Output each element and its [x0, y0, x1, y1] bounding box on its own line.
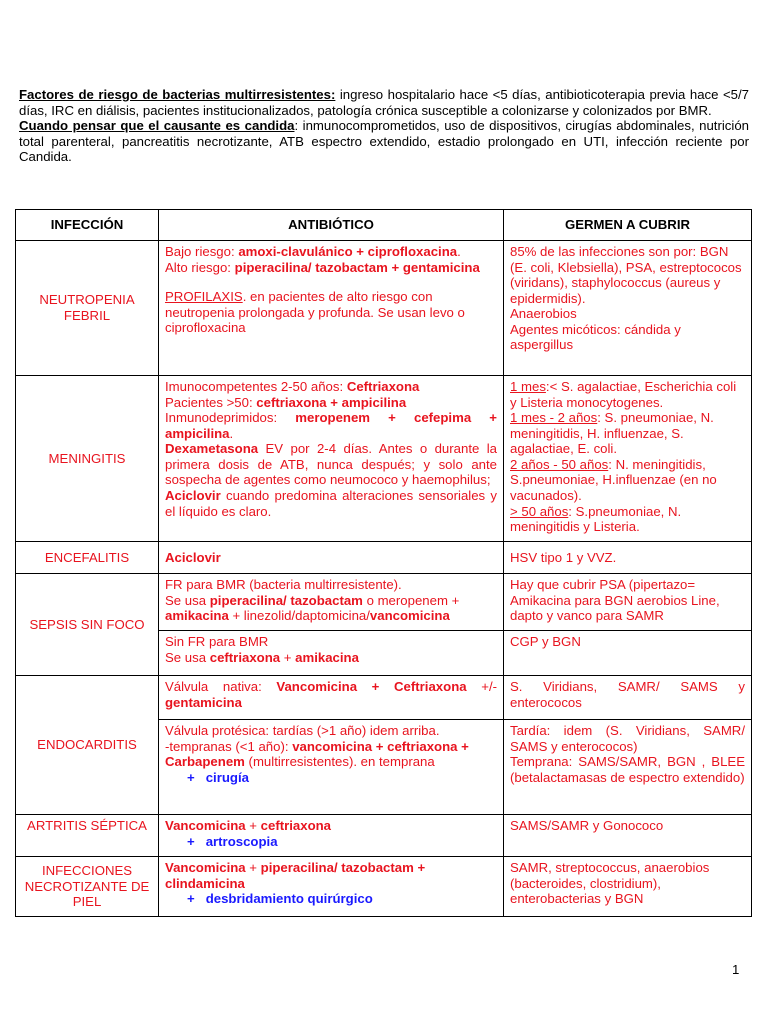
text: Tardía: idem (S. Viridians, SAMR/ SAMS y enterococos) [510, 723, 745, 754]
drug-text: amikacina [165, 608, 229, 624]
text: Válvula nativa: [165, 679, 277, 694]
germen-neutropenia [504, 241, 752, 376]
age-label: 1 mes [510, 379, 546, 394]
text: Inmunodeprimidos: [165, 410, 296, 426]
germen-artritis: SAMS/SAMR y Gonococo [504, 815, 752, 857]
procedure-text: desbridamiento quirúrgico [205, 891, 373, 907]
header-infeccion: INFECCIÓN [16, 210, 159, 241]
text: Se usa [165, 592, 210, 608]
drug-text: meropenem + cefepima + ampicilina [165, 410, 497, 441]
text: 85% de las infecciones son por: BGN (E. coli, Klebsiella), PSA, estreptococos (viridans), staphylococcus (aureus y epidermidis). [510, 244, 742, 306]
text: FR para BMR (bacteria multirresistente). [165, 577, 402, 592]
text: : N. meningitidis, S.pneumoniae, H.influenzae (en no vacunados). [510, 456, 717, 504]
text: cuando predomina alteraciones sensoriales y el líquido es claro. [165, 488, 497, 519]
table-row [16, 676, 752, 720]
table-row [16, 574, 752, 631]
drug-text: ceftriaxona + ampicilina [256, 394, 407, 410]
drug-text: amoxi-clavulánico + ciprofloxacina [238, 244, 458, 259]
text: : S.pneumoniae, N. meningitidis y Listeria. [510, 503, 682, 535]
table-row [16, 542, 752, 574]
text: + [280, 649, 296, 665]
drug-text: piperacilina/ tazobactam [209, 592, 363, 608]
text: Alto riesgo: [165, 259, 235, 275]
table-row [16, 815, 752, 857]
antibiotic-endocarditis-nativa [159, 676, 504, 720]
profilaxis-label: PROFILAXIS [165, 289, 243, 305]
header-germen: GERMEN A CUBRIR [504, 210, 752, 241]
text: Temprana: SAMS/SAMR, BGN , BLEE (betalactamasas de espectro extendido) [510, 754, 745, 785]
age-label: > 50 años [510, 503, 569, 519]
drug-text: ceftriaxona [260, 818, 332, 833]
text: Se usa [165, 649, 210, 665]
table-header-row [16, 210, 752, 241]
antibiotic-meningitis [159, 376, 504, 542]
germen-encefalitis: HSV tipo 1 y VVZ. [504, 542, 752, 574]
text: o meropenem + [362, 592, 460, 608]
text: :< S. agalactiae, Escherichia coli y Listeria monocytogenes. [510, 379, 737, 410]
germen-piel: SAMR, streptococcus, anaerobios (bacteroides, clostridium), enterobacterias y BGN [504, 857, 752, 917]
factores-paragraph [19, 87, 749, 118]
germen-meningitis [504, 376, 752, 542]
factores-title: Factores de riesgo de bacterias multirresistentes: [19, 87, 336, 102]
candida-text: : inmunocomprometidos, uso de dispositivos, cirugías abdominales, nutrición total parenteral, pancreatitis necrotizante, ATB espectro extendido, estadio prolongado en UTI, infección reciente por Candida. [19, 118, 749, 165]
infection-artritis: ARTRITIS SÉPTICA [16, 815, 159, 857]
antibiotic-encefalitis [159, 542, 504, 574]
text: +/- [466, 679, 497, 694]
drug-text: ceftriaxona [209, 649, 281, 665]
text: Anaerobios [510, 306, 577, 322]
table-row [16, 857, 752, 917]
table-row [16, 241, 752, 376]
antibiotic-piel [159, 857, 504, 917]
text: : S. pneumoniae, N. meningitidis, H. influenzae, S. agalactiae, E. coli. [510, 410, 714, 457]
age-label: 1 mes - 2 años [510, 410, 598, 426]
text: . [229, 425, 234, 441]
text: -tempranas (<1 año): [165, 738, 293, 754]
drug-text: vancomicina + ceftriaxona + Carbapenem [165, 738, 469, 770]
procedure-text: cirugía [205, 769, 249, 785]
plus-sign: + [187, 833, 195, 849]
drug-text: Dexametasona [165, 441, 259, 457]
antibiotic-sepsis-fr [159, 574, 504, 631]
page-number: 1 [732, 962, 740, 977]
drug-text: Vancomicina + Ceftriaxona [276, 679, 467, 694]
text: Válvula protésica: tardías (>1 año) idem arriba. [165, 723, 440, 738]
drug-text: Vancomicina [165, 818, 246, 833]
factores-text: ingreso hospitalario hace <5 días, antibioticoterapia previa hace <5/7 días, IRC en diálisis, pacientes institucionalizados, patología crónica susceptible a colonizarse y colonizados por BMR. [19, 87, 749, 118]
drug-text: Aciclovir [165, 549, 221, 565]
text: + linezolid/daptomicina/ [228, 608, 370, 624]
drug-text: Ceftriaxona [346, 379, 420, 394]
drug-text: amikacina [295, 649, 359, 665]
germen-sepsis-fr: Hay que cubrir PSA (pipertazo= Amikacina para BGN aerobios Line, dapto y vanco para SAMR [504, 574, 752, 631]
plus-sign: + [187, 891, 195, 907]
germen-sepsis-sin-fr: CGP y BGN [504, 631, 752, 676]
text: Pacientes >50: [165, 394, 257, 410]
text: . en pacientes de alto riesgo con neutropenia prolongada y profunda. Se usan levo o ciprofloxacina [165, 289, 465, 336]
antibiotic-table [15, 209, 752, 917]
infection-neutropenia: NEUTROPENIA FEBRIL [16, 241, 159, 376]
germen-endocarditis-nativa: S. Viridians, SAMR/ SAMS y enterococos [504, 676, 752, 720]
antibiotic-artritis [159, 815, 504, 857]
drug-text: piperacilina/ tazobactam + gentamicina [234, 259, 480, 275]
drug-text: Aciclovir [165, 488, 221, 504]
drug-text: vancomicina [369, 608, 450, 624]
text: Agentes micóticos: cándida y aspergillus [510, 321, 681, 353]
age-label: 2 años - 50 años [510, 456, 609, 472]
intro-section [19, 87, 749, 165]
candida-title: Cuando pensar que el causante es candida [19, 118, 295, 134]
antibiotic-endocarditis-protesica [159, 720, 504, 815]
text: EV por 2-4 días. Antes o durante la primera dosis de ATB, nunca después; y solo ante sospecha de agentes como neumococo y haemophilus; [165, 441, 497, 488]
infection-meningitis: MENINGITIS [16, 376, 159, 542]
text: (multirresistentes). en temprana [244, 754, 435, 770]
drug-text: Vancomicina [165, 860, 246, 875]
drug-text: gentamicina [165, 694, 242, 710]
text: . [457, 244, 461, 259]
infection-encefalitis: ENCEFALITIS [16, 542, 159, 574]
header-antibiotico: ANTIBIÓTICO [159, 210, 504, 241]
candida-paragraph [19, 118, 749, 165]
infection-sepsis: SEPSIS SIN FOCO [16, 574, 159, 676]
drug-text: piperacilina/ tazobactam + clindamicina [165, 860, 426, 891]
text: + [245, 860, 261, 875]
text: Imunocompetentes 2-50 años: [165, 379, 347, 394]
text: Bajo riesgo: [165, 244, 239, 259]
infection-endocarditis: ENDOCARDITIS [16, 676, 159, 815]
table-row [16, 376, 752, 542]
text: + [245, 818, 261, 833]
antibiotic-neutropenia [159, 241, 504, 376]
procedure-text: artroscopia [205, 833, 278, 849]
text: Sin FR para BMR [165, 634, 269, 649]
infection-piel: INFECCIONES NECROTIZANTE DE PIEL [16, 857, 159, 917]
antibiotic-sepsis-sin-fr [159, 631, 504, 676]
germen-endocarditis-protesica [504, 720, 752, 815]
plus-sign: + [187, 769, 195, 785]
